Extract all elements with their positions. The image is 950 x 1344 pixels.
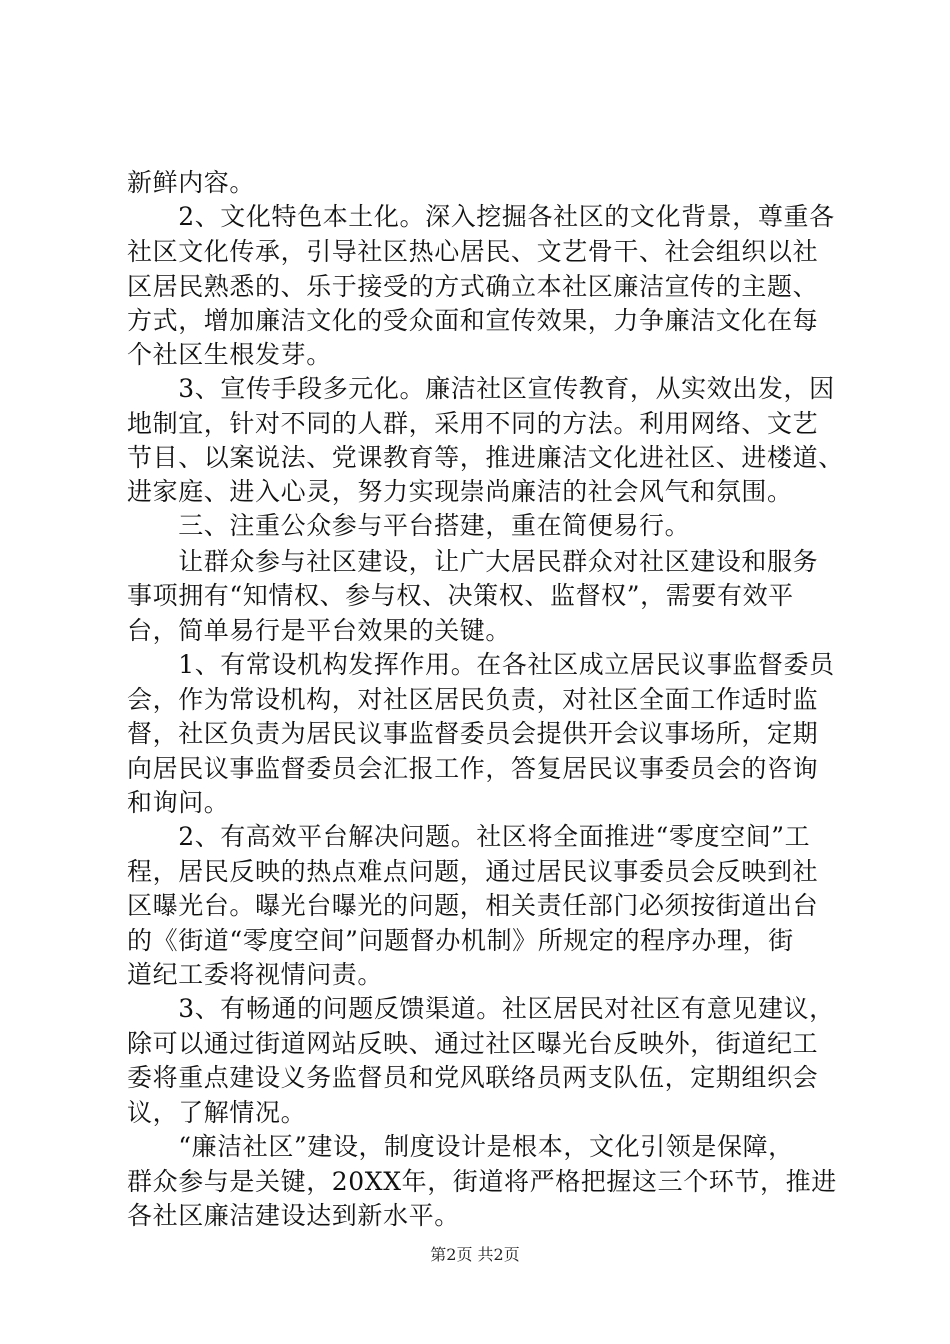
text-line: 1、有常设机构发挥作用。在各社区成立居民议事监督委员 <box>127 650 835 679</box>
text-line: 进家庭、进入心灵，努力实现崇尚廉洁的社会风气和氛围。 <box>127 477 793 506</box>
text-line: 各社区廉洁建设达到新水平。 <box>127 1201 460 1230</box>
text-line: 区居民熟悉的、乐于接受的方式确立本社区廉洁宣传的主题、 <box>127 272 819 301</box>
text-line: 督，社区负责为居民议事监督委员会提供开会议事场所，定期 <box>127 719 819 748</box>
text-line: 和询问。 <box>127 788 230 817</box>
text-line: 台，简单易行是平台效果的关键。 <box>127 616 512 645</box>
text-line: 的《街道“零度空间”问题督办机制》所规定的程序办理，街 <box>127 926 794 955</box>
text-line: 三、注重公众参与平台搭建，重在简便易行。 <box>127 511 691 540</box>
text-line: 事项拥有“知情权、参与权、决策权、监督权”，需要有效平 <box>127 581 794 610</box>
text-line: 议，了解情况。 <box>127 1098 307 1127</box>
text-line: 向居民议事监督委员会汇报工作，答复居民议事委员会的咨询 <box>127 754 819 783</box>
text-line: 会，作为常设机构，对社区居民负责，对社区全面工作适时监 <box>127 685 819 714</box>
text-line: 除可以通过街道网站反映、通过社区曝光台反映外，街道纪工 <box>127 1029 819 1058</box>
text-line: 区曝光台。曝光台曝光的问题，相关责任部门必须按街道出台 <box>127 891 819 920</box>
text-line: 3、有畅通的问题反馈渠道。社区居民对社区有意见建议， <box>127 994 835 1023</box>
text-line: 个社区生根发芽。 <box>127 340 332 369</box>
text-line: 节目、以案说法、党课教育等，推进廉洁文化进社区、进楼道、 <box>127 443 844 472</box>
text-line: 群众参与是关键，20XX年，街道将严格把握这三个环节，推进 <box>127 1167 837 1196</box>
text-line: 委将重点建设义务监督员和党风联络员两支队伍，定期组织会 <box>127 1063 819 1092</box>
text-line: 2、有高效平台解决问题。社区将全面推进“零度空间”工 <box>127 822 811 851</box>
text-line: 3、宣传手段多元化。廉洁社区宣传教育，从实效出发，因 <box>127 374 835 403</box>
text-line: “廉洁社区”建设，制度设计是根本，文化引领是保障， <box>127 1132 794 1161</box>
text-line: 2、文化特色本土化。深入挖掘各社区的文化背景，尊重各 <box>127 202 835 231</box>
text-line: 新鲜内容。 <box>127 168 256 197</box>
text-line: 让群众参与社区建设，让广大居民群众对社区建设和服务 <box>127 547 819 576</box>
text-line: 地制宜，针对不同的人群，采用不同的方法。利用网络、文艺 <box>127 409 819 438</box>
text-line: 方式，增加廉洁文化的受众面和宣传效果，力争廉洁文化在每 <box>127 306 819 335</box>
text-line: 社区文化传承，引导社区热心居民、文艺骨干、社会组织以社 <box>127 237 819 266</box>
page-footer: 第2页 共2页 <box>430 1245 520 1264</box>
text-line: 程，居民反映的热点难点问题，通过居民议事委员会反映到社 <box>127 857 819 886</box>
text-line: 道纪工委将视情问责。 <box>127 960 384 989</box>
